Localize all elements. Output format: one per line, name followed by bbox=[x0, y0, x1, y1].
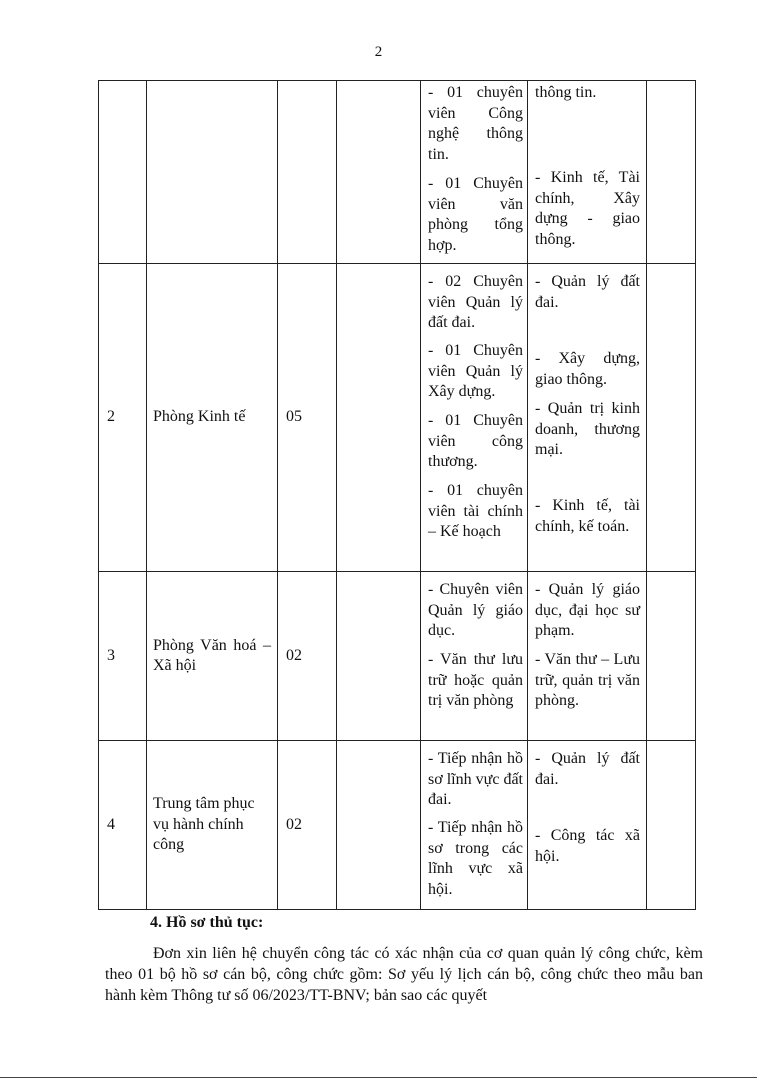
table-row bbox=[99, 81, 696, 264]
major-item: - Xây dựng, giao thông. bbox=[535, 350, 640, 388]
position-item: - Tiếp nhận hồ sơ lĩnh vực đất đai. bbox=[428, 750, 523, 808]
cell-empty bbox=[337, 741, 421, 910]
cell-note bbox=[647, 264, 696, 572]
cell-count: 02 bbox=[278, 741, 337, 910]
position-item: - 01 Chuyên viên Quản lý Xây dựng. bbox=[428, 342, 523, 400]
major-item: - Kinh tế, Tài chính, Xây dựng - giao thông. bbox=[535, 169, 640, 248]
cell-positions bbox=[421, 81, 528, 264]
cell-majors bbox=[528, 264, 647, 572]
cell-stt bbox=[99, 81, 147, 264]
cell-positions bbox=[421, 572, 528, 741]
cell-stt: 4 bbox=[99, 741, 147, 910]
cell-stt: 3 bbox=[99, 572, 147, 741]
major-item: - Văn thư – Lưu trữ, quản trị văn phòng. bbox=[535, 651, 640, 709]
position-item: - Văn thư lưu trữ hoặc quản trị văn phòng bbox=[428, 651, 523, 709]
position-item: - 01 Chuyên viên văn phòng tổng hợp. bbox=[428, 175, 523, 254]
position-item: - 01 chuyên viên Công nghệ thông tin. bbox=[428, 84, 523, 163]
section-paragraph: Đơn xin liên hệ chuyển công tác có xác nhận của cơ quan quản lý công chức, kèm theo 01 bộ hồ sơ cán bộ, công chức gồm: Sơ yếu lý lịch cán bộ, công chức theo mẫu ban hành kèm Thông tư số 06/2023/TT-BNV; bản sao các quyết bbox=[105, 945, 703, 1004]
cell-positions bbox=[421, 741, 528, 910]
cell-majors bbox=[528, 572, 647, 741]
cell-count bbox=[278, 81, 337, 264]
position-item: - Tiếp nhận hồ sơ trong các lĩnh vực xã hội. bbox=[428, 819, 523, 898]
table-row bbox=[99, 264, 696, 572]
staffing-table bbox=[98, 80, 696, 910]
cell-empty bbox=[337, 572, 421, 741]
cell-empty bbox=[337, 264, 421, 572]
major-item: thông tin. bbox=[535, 84, 597, 101]
position-item: - 01 chuyên viên tài chính – Kế hoạch bbox=[428, 482, 523, 540]
major-item: - Công tác xã hội. bbox=[535, 827, 640, 865]
cell-unit: Phòng Kinh tế bbox=[147, 264, 278, 572]
position-item: - 02 Chuyên viên Quản lý đất đai. bbox=[428, 273, 523, 331]
table-row bbox=[99, 741, 696, 910]
section-heading: 4. Hồ sơ thủ tục: bbox=[150, 914, 264, 931]
table-row bbox=[99, 572, 696, 741]
page-bottom-divider bbox=[0, 1077, 757, 1078]
major-item: - Quản lý đất đai. bbox=[535, 273, 640, 311]
major-item: - Quản trị kinh doanh, thương mại. bbox=[535, 400, 640, 458]
position-item: - Chuyên viên Quản lý giáo dục. bbox=[428, 581, 523, 639]
cell-unit: Phòng Văn hoá – Xã hội bbox=[147, 572, 278, 741]
cell-unit: Trung tâm phục vụ hành chính công bbox=[147, 741, 278, 910]
cell-unit bbox=[147, 81, 278, 264]
position-item: - 01 Chuyên viên công thương. bbox=[428, 412, 523, 470]
page-number: 2 bbox=[374, 44, 383, 60]
major-item: - Kinh tế, tài chính, kế toán. bbox=[535, 497, 640, 535]
cell-note bbox=[647, 572, 696, 741]
cell-stt: 2 bbox=[99, 264, 147, 572]
major-item: - Quản lý đất đai. bbox=[535, 750, 640, 788]
cell-majors bbox=[528, 81, 647, 264]
cell-count: 02 bbox=[278, 572, 337, 741]
cell-majors bbox=[528, 741, 647, 910]
major-item: - Quản lý giáo dục, đại học sư phạm. bbox=[535, 581, 640, 639]
cell-note bbox=[647, 741, 696, 910]
cell-empty bbox=[337, 81, 421, 264]
cell-count: 05 bbox=[278, 264, 337, 572]
cell-positions bbox=[421, 264, 528, 572]
cell-note bbox=[647, 81, 696, 264]
